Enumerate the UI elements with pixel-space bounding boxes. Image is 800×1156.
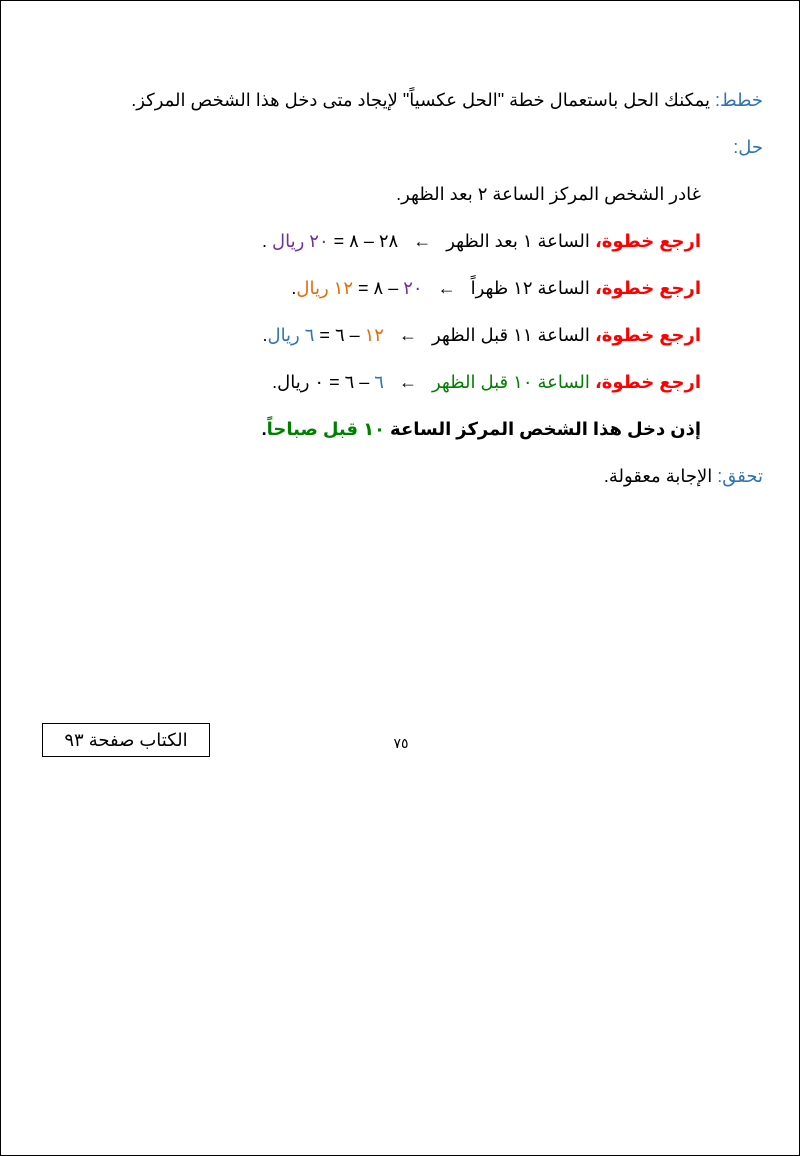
step-time: الساعة ١١ قبل الظهر [432, 325, 590, 345]
step-line-1 [262, 228, 701, 254]
step-result: ٠ ريال [277, 372, 325, 392]
step-expression-start: ٢٨ [378, 231, 399, 251]
step-expression-start: ٦ [374, 372, 384, 392]
step-label: ارجع خطوة، [594, 372, 701, 392]
step-expression-start: ١٢ [364, 325, 384, 345]
step-result: ٦ ريال [267, 325, 315, 345]
step-line-4 [272, 369, 701, 395]
step-expression-start: ٢٠ [403, 278, 423, 298]
step-result: ١٢ ريال [296, 278, 354, 298]
check-label: تحقق: [717, 466, 763, 486]
step-label: ارجع خطوة، [594, 278, 701, 298]
conclusion-end: . [261, 419, 267, 439]
step-line-2 [291, 275, 701, 301]
step-time: الساعة ١٠ قبل الظهر [432, 372, 590, 392]
solve-line [733, 134, 763, 160]
plan-label: خطط: [715, 90, 763, 110]
step-expression: – ٨ = [328, 231, 379, 251]
step-line-3 [262, 322, 701, 348]
intro-line: غادر الشخص المركز الساعة ٢ بعد الظهر. [396, 184, 701, 204]
conclusion-prefix: إذن دخل هذا الشخص المركز الساعة [385, 419, 701, 439]
step-expression: – ٦ = [314, 325, 365, 345]
step-end: . [272, 372, 278, 392]
conclusion-highlight: ١٠ قبل صباحاً [266, 419, 386, 439]
solve-label: حل: [733, 137, 763, 157]
step-label: ارجع خطوة، [594, 231, 701, 251]
step-time: الساعة ١ بعد الظهر [446, 231, 590, 251]
arrow-icon: ← [398, 325, 417, 345]
page-number: ٧٥ [393, 735, 409, 751]
step-end: . [291, 278, 297, 298]
step-time: الساعة ١٢ ظهراً [470, 278, 590, 298]
step-end: . [262, 231, 273, 251]
plan-line [131, 87, 763, 113]
step-label: ارجع خطوة، [594, 325, 701, 345]
step-end: . [262, 325, 268, 345]
arrow-icon: ← [398, 372, 417, 392]
arrow-icon: ← [437, 278, 456, 298]
step-result: ٢٠ ريال [272, 231, 329, 251]
arrow-icon: ← [413, 231, 432, 251]
step-expression: – ٨ = [353, 278, 404, 298]
book-reference-box: الكتاب صفحة ٩٣ [42, 723, 210, 757]
check-line [604, 463, 763, 489]
step-expression: – ٦ = [324, 372, 375, 392]
conclusion-line [262, 416, 701, 442]
check-text: الإجابة معقولة. [603, 466, 713, 486]
plan-text: يمكنك الحل باستعمال خطة "الحل عكسياً" لإيجاد متى دخل هذا الشخص المركز. [131, 90, 710, 110]
